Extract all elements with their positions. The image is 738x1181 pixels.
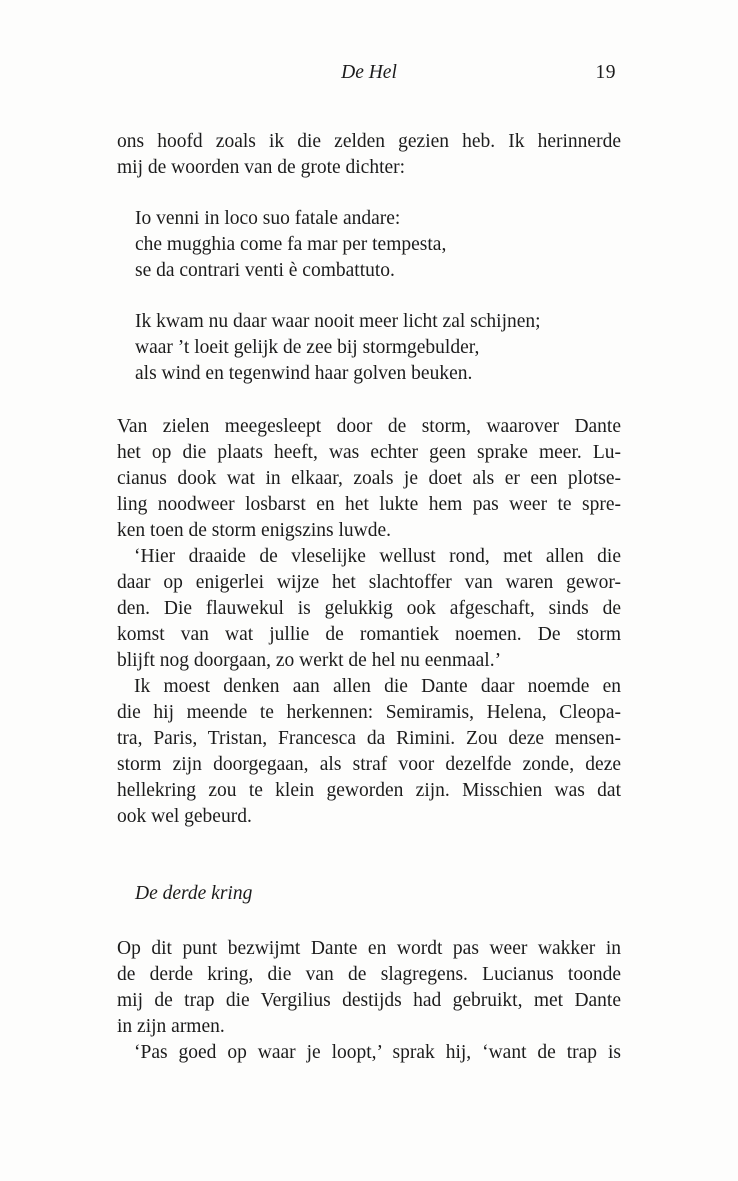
page-body <box>117 129 621 1066</box>
running-header <box>117 60 621 86</box>
text-line: het op die plaats heeft, was echter geen sprake meer. Lu- <box>117 442 621 463</box>
text-line: che mugghia come fa mar per tempesta, <box>135 234 447 255</box>
text-line: daar op enigerlei wijze het slachtoffer van waren gewor- <box>117 572 621 593</box>
text-line: ons hoofd zoals ik die zelden gezien heb. Ik herinnerde <box>117 131 621 152</box>
text-line: die hij meende te herkennen: Semiramis, Helena, Cleopa- <box>117 702 621 723</box>
text-line: ken toen de storm enigszins luwde. <box>117 520 392 541</box>
text-line: cianus dook wat in elkaar, zoals je doet als er een plotse- <box>117 468 621 489</box>
paragraph <box>117 129 621 181</box>
text-line: in zijn armen. <box>117 1016 225 1037</box>
text-line: se da contrari venti è combattuto. <box>135 260 395 281</box>
verse-stanza <box>117 206 621 284</box>
paragraph <box>117 936 621 1040</box>
text-line: Ik kwam nu daar waar nooit meer licht zal schijnen; <box>135 311 541 332</box>
text-line: als wind en tegenwind haar golven beuken. <box>135 363 473 384</box>
text-line: mij de woorden van de grote dichter: <box>117 157 406 178</box>
text-line: ‘Hier draaide de vleselijke wellust rond, met allen die <box>134 546 621 567</box>
text-line: Io venni in loco suo fatale andare: <box>135 208 401 229</box>
text-line: de derde kring, die van de slagregens. Lucianus toonde <box>117 964 621 985</box>
text-line: tra, Paris, Tristan, Francesca da Rimini. Zou deze mensen- <box>117 728 621 749</box>
verse-stanza <box>117 309 621 387</box>
text-line: blijft nog doorgaan, zo werkt de hel nu eenmaal.’ <box>117 650 502 671</box>
text-line: ‘Pas goed op waar je loopt,’ sprak hij, ‘want de trap is <box>134 1042 621 1063</box>
text-line: Ik moest denken aan allen die Dante daar noemde en <box>134 676 621 697</box>
section-heading: De derde kring <box>135 883 253 904</box>
text-line: hellekring zou te klein geworden zijn. Misschien was dat <box>117 780 621 801</box>
text-line: Op dit punt bezwijmt Dante en wordt pas weer wakker in <box>117 938 621 959</box>
text-line: komst van wat jullie de romantiek noemen. De storm <box>117 624 621 645</box>
text-line: ling noodweer losbarst en het lukte hem pas weer te spre- <box>117 494 621 515</box>
text-line: Van zielen meegesleept door de storm, waarover Dante <box>117 416 621 437</box>
paragraph <box>117 674 621 830</box>
text-line: waar ’t loeit gelijk de zee bij stormgebulder, <box>135 337 480 358</box>
text-line: storm zijn doorgegaan, als straf voor dezelfde zonde, deze <box>117 754 621 775</box>
paragraph <box>117 414 621 544</box>
text-line: mij de trap die Vergilius destijds had gebruikt, met Dante <box>117 990 621 1011</box>
text-line: den. Die flauwekul is gelukkig ook afgeschaft, sinds de <box>117 598 621 619</box>
paragraph <box>117 544 621 674</box>
text-line: ook wel gebeurd. <box>117 806 252 827</box>
running-header-title: De Hel <box>341 62 397 83</box>
page-number: 19 <box>595 62 616 83</box>
paragraph <box>117 1040 621 1066</box>
